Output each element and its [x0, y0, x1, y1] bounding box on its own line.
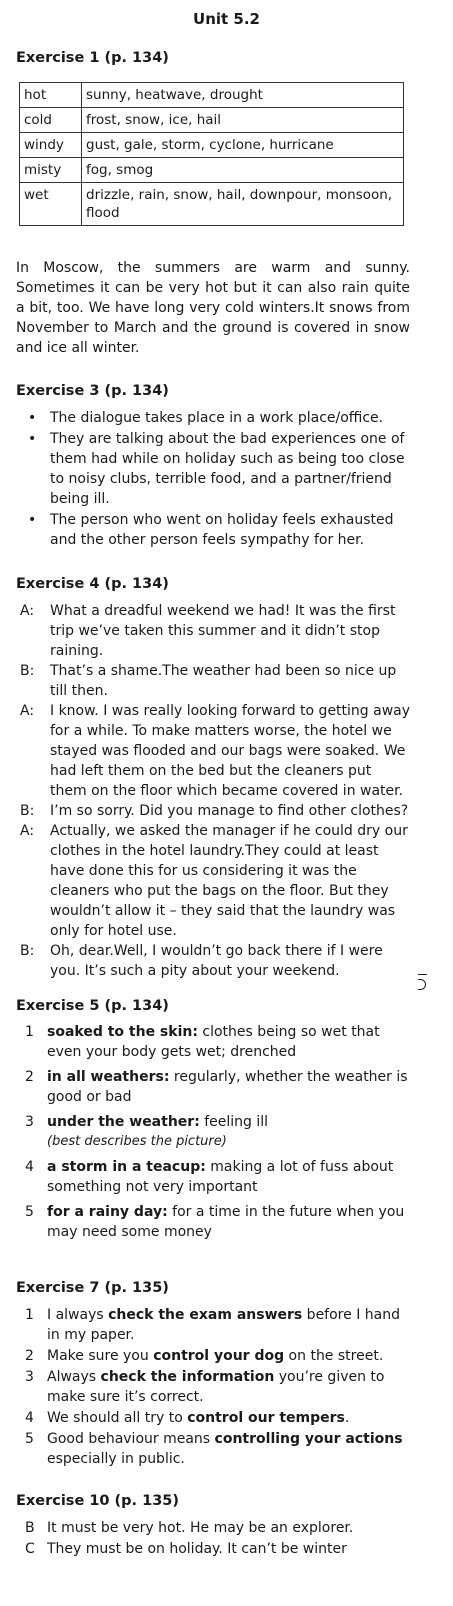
category-cell: windy: [20, 133, 82, 158]
list-item: [16, 1429, 410, 1469]
answer-text: They must be on holiday. It can’t be winter: [47, 1541, 347, 1557]
exercise-3-heading: Exercise 3 (p. 134): [16, 383, 169, 399]
exercise-7-list: [16, 1305, 410, 1470]
category-cell: cold: [20, 108, 82, 133]
unit-title: Unit 5.2: [193, 10, 260, 28]
collocation: check the information: [100, 1369, 275, 1385]
dialogue-text: Actually, we asked the manager if he could dry our clothes in the hotel laundry.They could at least have done this for us considering it was the cleaners who put the bags on the floor. But they wouldn’t allow it – they said that the laundry was only for hotel use.: [50, 823, 408, 939]
words-cell: sunny, heatwave, drought: [82, 83, 404, 108]
exercise-5-list: [16, 1022, 410, 1247]
list-item: [16, 1305, 410, 1345]
list-item: [16, 1022, 410, 1062]
idiom-term: in all weathers:: [47, 1069, 170, 1085]
idiom-term: a storm in a teacup:: [47, 1159, 206, 1175]
words-cell: drizzle, rain, snow, hail, downpour, monsoon, flood: [82, 183, 404, 226]
dialogue-text: That’s a shame.The weather had been so nice up till then.: [50, 663, 397, 699]
table-row: [20, 133, 404, 158]
category-cell: wet: [20, 183, 82, 226]
item-number: 5: [25, 1431, 34, 1447]
bullet-text: The person who went on holiday feels exhausted and the other person feels sympathy for her.: [50, 512, 394, 548]
item-number: 4: [25, 1159, 34, 1175]
item-letter: C: [25, 1541, 35, 1557]
list-item: [16, 1539, 410, 1559]
sentence-end: before I hand in my paper.: [47, 1307, 400, 1343]
sentence-start: Always: [47, 1369, 101, 1385]
item-number: 3: [25, 1369, 34, 1385]
speaker-label: B:: [20, 803, 35, 819]
list-item: [16, 510, 410, 550]
exercise-1-heading: Exercise 1 (p. 134): [16, 50, 169, 66]
list-item: [16, 408, 410, 428]
exercise-4-heading: Exercise 4 (p. 134): [16, 576, 169, 592]
idiom-definition: regularly, whether the weather is good or bad: [47, 1069, 408, 1105]
bullet-icon: •: [28, 410, 37, 426]
bullet-icon: •: [28, 512, 37, 528]
item-letter: B: [25, 1520, 35, 1536]
bullet-text: The dialogue takes place in a work place/office.: [50, 410, 384, 426]
sentence-end: especially in public.: [47, 1451, 185, 1467]
weather-words-table: [19, 82, 404, 226]
idiom-definition: feeling ill: [199, 1114, 269, 1130]
speaker-label: A:: [20, 603, 35, 619]
idiom-definition: clothes being so wet that even your body gets wet; drenched: [47, 1024, 380, 1060]
sentence-end: you’re given to make sure it’s correct.: [47, 1369, 385, 1405]
idiom-definition: making a lot of fuss about something not very important: [47, 1159, 394, 1195]
exercise-10-heading: Exercise 10 (p. 135): [16, 1493, 180, 1509]
collocation: controlling your actions: [214, 1431, 403, 1447]
speaker-label: A:: [20, 703, 35, 719]
speaker-label: A:: [20, 823, 35, 839]
sentence-start: Good behaviour means: [47, 1431, 215, 1447]
table-row: [20, 83, 404, 108]
dialogue-turn: [16, 821, 412, 941]
item-number: 5: [25, 1204, 34, 1220]
list-item: [16, 1067, 410, 1107]
exercise-4-dialogue: [16, 601, 412, 981]
words-cell: frost, snow, ice, hail: [82, 108, 404, 133]
list-item: [16, 1157, 410, 1197]
bullet-text: They are talking about the bad experiences one of them had while on holiday such as being too close to noisy clubs, terrible food, and a partner/friend being ill.: [50, 431, 405, 507]
list-item: [16, 1202, 410, 1242]
picture-note: (best describes the picture): [47, 1134, 227, 1149]
answer-text: It must be very hot. He may be an explorer.: [47, 1520, 354, 1536]
dialogue-turn: [16, 941, 412, 981]
item-number: 2: [25, 1069, 34, 1085]
item-number: 2: [25, 1348, 34, 1364]
idiom-definition: for a time in the future when you may need some money: [47, 1204, 405, 1240]
sentence-end: .: [344, 1410, 350, 1426]
dialogue-text: Oh, dear.Well, I wouldn’t go back there if I were you. It’s such a pity about your weekend.: [50, 943, 383, 979]
exercise-5-heading: Exercise 5 (p. 134): [16, 998, 169, 1014]
speaker-label: B:: [20, 943, 35, 959]
words-cell: fog, smog: [82, 158, 404, 183]
bullet-icon: •: [28, 431, 37, 447]
table-row: [20, 108, 404, 133]
dialogue-text: I know. I was really looking forward to getting away for a while. To make matters worse, the hotel we stayed was flooded and our bags were soaked. We had left them on the bed but the cleaners put them on the floor which became covered in water.: [50, 703, 411, 799]
item-number: 1: [25, 1307, 34, 1323]
speaker-label: B:: [20, 663, 35, 679]
idiom-term: soaked to the skin:: [47, 1024, 198, 1040]
page-tab-mark: [418, 974, 427, 989]
exercise-7-heading: Exercise 7 (p. 135): [16, 1280, 169, 1296]
category-cell: misty: [20, 158, 82, 183]
list-item: [16, 1367, 410, 1407]
collocation: check the exam answers: [108, 1307, 303, 1323]
collocation: control our tempers: [187, 1410, 345, 1426]
dialogue-text: What a dreadful weekend we had! It was the first trip we’ve taken this summer and it didn’t stop raining.: [50, 603, 396, 659]
exercise-10-list: [16, 1518, 410, 1560]
sentence-start: Make sure you: [47, 1348, 154, 1364]
idiom-term: for a rainy day:: [47, 1204, 168, 1220]
dialogue-turn: [16, 601, 412, 661]
dialogue-turn: [16, 701, 412, 801]
idiom-term: under the weather:: [47, 1114, 200, 1130]
item-number: 3: [25, 1114, 34, 1130]
words-cell: gust, gale, storm, cyclone, hurricane: [82, 133, 404, 158]
collocation: control your dog: [153, 1348, 285, 1364]
sentence-start: I always: [47, 1307, 109, 1323]
list-item: [16, 1112, 410, 1152]
sentence-start: We should all try to: [47, 1410, 188, 1426]
category-cell: hot: [20, 83, 82, 108]
exercise-3-bullets: [16, 408, 410, 551]
item-number: 4: [25, 1410, 34, 1426]
moscow-paragraph: In Moscow, the summers are warm and sunny. Sometimes it can be very hot but it can also rain quite a bit, too. We have long very cold winters.It snows from November to March and the ground is covered in snow and ice all winter.: [16, 260, 410, 356]
dialogue-turn: [16, 661, 412, 701]
table-row: [20, 183, 404, 226]
list-item: [16, 1518, 410, 1538]
item-number: 1: [25, 1024, 34, 1040]
list-item: [16, 429, 410, 509]
sentence-end: on the street.: [284, 1348, 384, 1364]
dialogue-text: I’m so sorry. Did you manage to find other clothes?: [50, 803, 409, 819]
table-row: [20, 158, 404, 183]
list-item: [16, 1346, 410, 1366]
dialogue-turn: [16, 801, 412, 821]
list-item: [16, 1408, 410, 1428]
